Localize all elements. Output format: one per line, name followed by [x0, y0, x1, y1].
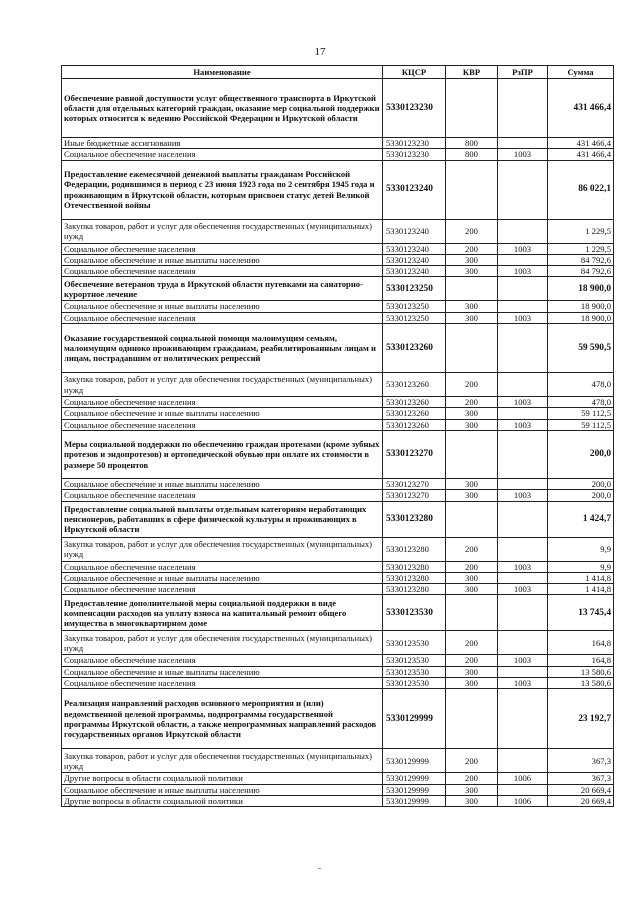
cell-kvr: 300 — [446, 572, 498, 583]
cell-rzpr: 1003 — [498, 561, 548, 572]
table-row — [62, 243, 614, 254]
cell-rzpr — [498, 537, 548, 561]
table-row-section — [62, 79, 614, 138]
table-row — [62, 373, 614, 397]
cell-rzpr: 1003 — [498, 397, 548, 408]
cell-kvr: 200 — [446, 537, 498, 561]
cell-kvr: 200 — [446, 373, 498, 397]
cell-name: Предоставление дополнительной меры социальной поддержки в виде компенсации расходов на уплату взноса на капитальный ремонт общего имущества в многоквартирном доме — [62, 595, 383, 631]
cell-sum: 9,9 — [548, 537, 614, 561]
cell-kcsr: 5330123260 — [383, 373, 446, 397]
cell-sum: 1 229,5 — [548, 219, 614, 243]
table-row — [62, 631, 614, 655]
cell-kcsr: 5330123530 — [383, 631, 446, 655]
cell-kvr: 200 — [446, 243, 498, 254]
cell-rzpr — [498, 572, 548, 583]
cell-kcsr: 5330123240 — [383, 266, 446, 277]
cell-kvr — [446, 324, 498, 373]
cell-rzpr — [498, 631, 548, 655]
cell-kcsr: 5330123230 — [383, 138, 446, 149]
cell-sum: 1 414,8 — [548, 572, 614, 583]
cell-rzpr — [498, 478, 548, 489]
cell-kvr: 300 — [446, 301, 498, 312]
cell-kcsr: 5330129999 — [383, 795, 446, 806]
table-row-section — [62, 501, 614, 537]
cell-sum: 13 580,6 — [548, 666, 614, 677]
cell-kcsr: 5330129999 — [383, 749, 446, 773]
cell-sum: 200,0 — [548, 490, 614, 501]
cell-rzpr: 1003 — [498, 312, 548, 323]
cell-name: Обеспечение ветеранов труда в Иркутской области путевками на санаторно-курортное лечение — [62, 277, 383, 301]
column-header-rzpr: РзПР — [498, 66, 548, 79]
cell-name: Социальное обеспечение населения — [62, 397, 383, 408]
cell-kcsr: 5330123530 — [383, 655, 446, 666]
cell-name: Социальное обеспечение и иные выплаты населению — [62, 572, 383, 583]
cell-rzpr: 1003 — [498, 266, 548, 277]
table-row — [62, 266, 614, 277]
cell-rzpr — [498, 160, 548, 219]
cell-rzpr — [498, 749, 548, 773]
cell-name: Меры социальной поддержки по обеспечению граждан протезами (кроме зубных протезов и эндопротезов) и ортопедической обувью при оплате их стоимости в размере 50 процентов — [62, 430, 383, 478]
cell-kcsr: 5330129999 — [383, 689, 446, 749]
cell-name: Иные бюджетные ассигнования — [62, 138, 383, 149]
page-number: 17 — [314, 46, 326, 58]
column-header-kvr: КВР — [446, 66, 498, 79]
cell-sum: 431 466,4 — [548, 79, 614, 138]
cell-name: Закупка товаров, работ и услуг для обеспечения государственных (муниципальных) нужд — [62, 219, 383, 243]
cell-rzpr — [498, 79, 548, 138]
cell-sum: 1 424,7 — [548, 501, 614, 537]
cell-kcsr: 5330123270 — [383, 478, 446, 489]
table-row — [62, 773, 614, 784]
cell-kvr: 200 — [446, 749, 498, 773]
table-row-section — [62, 689, 614, 749]
cell-name: Реализация направлений расходов основного мероприятия и (или) ведомственной целевой программы, подпрограммы государственной программы Иркутской области, а также непрограммных направлений расходов государственных органов Иркутской области — [62, 689, 383, 749]
cell-sum: 13 580,6 — [548, 678, 614, 689]
cell-kvr — [446, 689, 498, 749]
table-row — [62, 408, 614, 419]
cell-sum: 1 229,5 — [548, 243, 614, 254]
cell-rzpr — [498, 408, 548, 419]
cell-name: Социальное обеспечение и иные выплаты населению — [62, 254, 383, 265]
cell-rzpr: 1006 — [498, 773, 548, 784]
cell-sum: 23 192,7 — [548, 689, 614, 749]
cell-rzpr — [498, 595, 548, 631]
cell-kcsr: 5330123240 — [383, 160, 446, 219]
cell-kcsr: 5330129999 — [383, 773, 446, 784]
cell-kvr: 300 — [446, 312, 498, 323]
cell-kcsr: 5330123260 — [383, 324, 446, 373]
cell-kcsr: 5330123260 — [383, 419, 446, 430]
table-row — [62, 397, 614, 408]
cell-kcsr: 5330123250 — [383, 301, 446, 312]
cell-sum: 200,0 — [548, 478, 614, 489]
table-header-row — [62, 66, 614, 79]
cell-name: Закупка товаров, работ и услуг для обеспечения государственных (муниципальных) нужд — [62, 373, 383, 397]
cell-name: Социальное обеспечение и иные выплаты населению — [62, 408, 383, 419]
table-row — [62, 678, 614, 689]
cell-kvr: 200 — [446, 631, 498, 655]
cell-rzpr: 1003 — [498, 419, 548, 430]
cell-kcsr: 5330123280 — [383, 561, 446, 572]
cell-kvr: 200 — [446, 773, 498, 784]
cell-name: Социальное обеспечение населения — [62, 312, 383, 323]
cell-name: Закупка товаров, работ и услуг для обеспечения государственных (муниципальных) нужд — [62, 749, 383, 773]
cell-sum: 20 669,4 — [548, 795, 614, 806]
cell-kvr: 200 — [446, 561, 498, 572]
cell-rzpr — [498, 138, 548, 149]
cell-name: Социальное обеспечение населения — [62, 243, 383, 254]
cell-name: Социальное обеспечение и иные выплаты населению — [62, 666, 383, 677]
cell-sum: 164,8 — [548, 655, 614, 666]
cell-kcsr: 5330123280 — [383, 572, 446, 583]
cell-kvr — [446, 277, 498, 301]
cell-sum: 431 466,4 — [548, 138, 614, 149]
cell-name: Закупка товаров, работ и услуг для обеспечения государственных (муниципальных) нужд — [62, 537, 383, 561]
cell-name: Социальное обеспечение населения — [62, 419, 383, 430]
table-row — [62, 572, 614, 583]
cell-rzpr — [498, 501, 548, 537]
cell-name: Социальное обеспечение населения — [62, 266, 383, 277]
cell-kvr: 300 — [446, 795, 498, 806]
cell-name: Социальное обеспечение населения — [62, 655, 383, 666]
cell-sum: 164,8 — [548, 631, 614, 655]
cell-rzpr — [498, 301, 548, 312]
cell-rzpr: 1003 — [498, 149, 548, 160]
cell-kvr — [446, 430, 498, 478]
column-header-kcsr: КЦСР — [383, 66, 446, 79]
cell-name: Обеспечение равной доступности услуг общественного транспорта в Иркутской области для отдельных категорий граждан, оказание мер социальной поддержки которых относится к ведению Российской Федерации и Иркутской области — [62, 79, 383, 138]
cell-sum: 9,9 — [548, 561, 614, 572]
table-row — [62, 537, 614, 561]
column-header-name: Наименование — [62, 66, 383, 79]
cell-name: Социальное обеспечение и иные выплаты населению — [62, 784, 383, 795]
table-row — [62, 138, 614, 149]
cell-name: Закупка товаров, работ и услуг для обеспечения государственных (муниципальных) нужд — [62, 631, 383, 655]
table-row — [62, 795, 614, 806]
table-row — [62, 312, 614, 323]
cell-rzpr — [498, 666, 548, 677]
cell-name: Социальное обеспечение населения — [62, 490, 383, 501]
table-row-section — [62, 277, 614, 301]
cell-sum: 86 022,1 — [548, 160, 614, 219]
table-row — [62, 478, 614, 489]
cell-kvr: 800 — [446, 138, 498, 149]
cell-kvr — [446, 79, 498, 138]
cell-sum: 59 112,5 — [548, 419, 614, 430]
cell-sum: 431 466,4 — [548, 149, 614, 160]
cell-kvr: 300 — [446, 678, 498, 689]
cell-sum: 18 900,0 — [548, 277, 614, 301]
cell-rzpr — [498, 277, 548, 301]
cell-sum: 367,3 — [548, 749, 614, 773]
cell-kcsr: 5330123280 — [383, 501, 446, 537]
cell-kcsr: 5330129999 — [383, 784, 446, 795]
table-row — [62, 419, 614, 430]
cell-sum: 84 792,6 — [548, 266, 614, 277]
cell-name: Социальное обеспечение и иные выплаты населению — [62, 478, 383, 489]
table-body — [62, 79, 614, 807]
table-row — [62, 149, 614, 160]
cell-kcsr: 5330123240 — [383, 254, 446, 265]
table-row-section — [62, 160, 614, 219]
cell-kcsr: 5330123230 — [383, 79, 446, 138]
cell-kvr: 300 — [446, 584, 498, 595]
cell-rzpr — [498, 373, 548, 397]
table-row — [62, 584, 614, 595]
scan-mark — [318, 868, 321, 869]
cell-name: Социальное обеспечение населения — [62, 584, 383, 595]
cell-rzpr — [498, 219, 548, 243]
cell-kvr: 300 — [446, 408, 498, 419]
cell-kcsr: 5330123270 — [383, 430, 446, 478]
cell-kcsr: 5330123530 — [383, 666, 446, 677]
table-row-section — [62, 595, 614, 631]
cell-name: Предоставление ежемесячной денежной выплаты гражданам Российской Федерации, родившимся в период с 23 июня 1923 года по 2 сентября 1945 года и проживающим в Иркутской области, которым присвоен статус детей Великой Отечественной войны — [62, 160, 383, 219]
cell-rzpr — [498, 324, 548, 373]
cell-sum: 478,0 — [548, 397, 614, 408]
cell-kvr: 300 — [446, 490, 498, 501]
cell-sum: 18 900,0 — [548, 312, 614, 323]
cell-kvr: 200 — [446, 397, 498, 408]
cell-sum: 367,3 — [548, 773, 614, 784]
cell-kcsr: 5330123240 — [383, 219, 446, 243]
table-row — [62, 219, 614, 243]
column-header-sum: Сумма — [548, 66, 614, 79]
table-row — [62, 561, 614, 572]
cell-kvr: 300 — [446, 478, 498, 489]
cell-rzpr: 1003 — [498, 655, 548, 666]
cell-sum: 20 669,4 — [548, 784, 614, 795]
cell-kvr: 200 — [446, 219, 498, 243]
table-row-section — [62, 430, 614, 478]
cell-sum: 478,0 — [548, 373, 614, 397]
cell-sum: 13 745,4 — [548, 595, 614, 631]
cell-name: Социальное обеспечение населения — [62, 561, 383, 572]
table-row — [62, 784, 614, 795]
cell-rzpr: 1003 — [498, 490, 548, 501]
cell-kcsr: 5330123250 — [383, 312, 446, 323]
cell-name: Оказание государственной социальной помощи малоимущим семьям, малоимущим одиноко проживающим гражданам, реабилитированным лицам и лицам, пострадавшим от политических репрессий — [62, 324, 383, 373]
cell-sum: 18 900,0 — [548, 301, 614, 312]
cell-kcsr: 5330123260 — [383, 397, 446, 408]
table-row — [62, 301, 614, 312]
cell-kvr: 300 — [446, 784, 498, 795]
table-row-section — [62, 324, 614, 373]
cell-kcsr: 5330123260 — [383, 408, 446, 419]
cell-kcsr: 5330123240 — [383, 243, 446, 254]
cell-kvr: 300 — [446, 666, 498, 677]
cell-rzpr — [498, 254, 548, 265]
cell-name: Другие вопросы в области социальной политики — [62, 773, 383, 784]
cell-name: Социальное обеспечение и иные выплаты населению — [62, 301, 383, 312]
table-row — [62, 666, 614, 677]
cell-kcsr: 5330123280 — [383, 537, 446, 561]
cell-kcsr: 5330123270 — [383, 490, 446, 501]
cell-rzpr: 1006 — [498, 795, 548, 806]
cell-rzpr: 1003 — [498, 678, 548, 689]
cell-kvr — [446, 595, 498, 631]
table-row — [62, 254, 614, 265]
cell-kvr: 800 — [446, 149, 498, 160]
cell-kvr — [446, 501, 498, 537]
cell-sum: 59 590,5 — [548, 324, 614, 373]
cell-kcsr: 5330123530 — [383, 595, 446, 631]
cell-kvr — [446, 160, 498, 219]
cell-sum: 200,0 — [548, 430, 614, 478]
budget-table — [61, 65, 614, 807]
cell-name: Социальное обеспечение населения — [62, 149, 383, 160]
cell-rzpr: 1003 — [498, 584, 548, 595]
cell-sum: 1 414,8 — [548, 584, 614, 595]
cell-kvr: 200 — [446, 655, 498, 666]
cell-name: Предоставление социальной выплаты отдельным категориям неработающих пенсионеров, работавших в сфере физической культуры и проживающих в Иркутской области — [62, 501, 383, 537]
cell-name: Социальное обеспечение населения — [62, 678, 383, 689]
cell-kvr: 300 — [446, 254, 498, 265]
cell-kcsr: 5330123280 — [383, 584, 446, 595]
cell-kcsr: 5330123530 — [383, 678, 446, 689]
cell-rzpr: 1003 — [498, 243, 548, 254]
cell-kvr: 300 — [446, 266, 498, 277]
cell-kvr: 300 — [446, 419, 498, 430]
cell-rzpr — [498, 784, 548, 795]
cell-sum: 59 112,5 — [548, 408, 614, 419]
table-row — [62, 749, 614, 773]
cell-name: Другие вопросы в области социальной политики — [62, 795, 383, 806]
cell-kcsr: 5330123250 — [383, 277, 446, 301]
cell-sum: 84 792,6 — [548, 254, 614, 265]
cell-rzpr — [498, 430, 548, 478]
table-row — [62, 490, 614, 501]
cell-kcsr: 5330123230 — [383, 149, 446, 160]
table-row — [62, 655, 614, 666]
cell-rzpr — [498, 689, 548, 749]
